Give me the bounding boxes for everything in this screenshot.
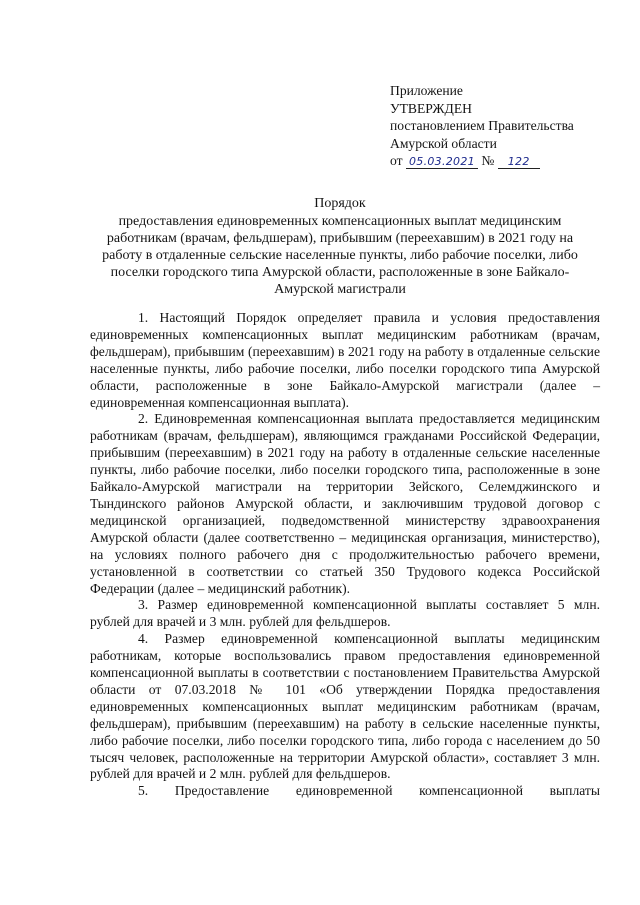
title-line: Амурской магистрали bbox=[274, 282, 406, 297]
number-prefix: № bbox=[481, 153, 495, 168]
title-line: работу в отдаленные сельские населенные пункты, либо рабочие поселки, либо bbox=[102, 248, 578, 263]
date-prefix: от bbox=[390, 153, 403, 168]
handwritten-date: 05.03.2021 bbox=[406, 155, 478, 169]
title-line: работникам (врачам, фельдшерам), прибывшим (переехавшим) в 2021 году на bbox=[106, 231, 574, 246]
document-body bbox=[90, 310, 600, 800]
title-heading: Порядок bbox=[314, 196, 366, 211]
approval-block bbox=[390, 82, 625, 170]
paragraph-5: 5. Предоставление единовременной компенсационной выплаты bbox=[138, 783, 600, 799]
date-number-line bbox=[390, 152, 625, 170]
approved-by-line1: постановлением Правительства bbox=[390, 118, 574, 133]
document-title bbox=[80, 195, 600, 298]
approved-label: УТВЕРЖДЕН bbox=[390, 100, 472, 116]
approved-by-line2: Амурской области bbox=[390, 135, 497, 151]
paragraph-2: 2. Единовременная компенсационная выплата предоставляется медицинским работникам (врачам, фельдшерам), являющимся гражданами Российской Федерации, прибывшим (переехавшим) в 2021 году на работу в отдаленные сельские населенные пункты, либо рабочие поселки, либо поселки городского типа, расположенные в зоне Байкало-Амурской магистрали на территории Зейского, Селемджинского и Тындинского районов Амурской области, и заключившим трудовой договор с медицинской организацией, подведомственной министерству здравоохранения Амурской области (далее соответственно – медицинская организация, министерство), на условиях полного рабочего дня с продолжительностью рабочего времени, установленной в соответствии со статьей 350 Трудового кодекса Российской Федерации (далее – медицинский работник). bbox=[90, 411, 600, 596]
paragraph-1: 1. Настоящий Порядок определяет правила и условия предоставления единовременных компенсационных выплат медицинским работникам (врачам, фельдшерам), прибывшим (переехавшим) в 2021 году на работу в отдаленные сельские населенные пункты, либо рабочие поселки, либо поселки городского типа Амурской области, расположенные в зоне Байкало-Амурской магистрали (далее – единовременная компенсационная выплата). bbox=[90, 310, 600, 410]
paragraph-4: 4. Размер единовременной компенсационной выплаты медицинским работникам, которые воспользовались правом предоставления единовременной компенсационной выплаты в соответствии с постановлением Правительства Амурской области от 07.03.2018 № 101 «Об утверждении Порядка предоставления единовременных компенсационных выплат медицинским работникам (врачам, фельдшерам), прибывшим (переехавшим) на работу в сельские населенные пункты, либо рабочие поселки, либо поселки городского типа, либо города с населением до 50 тысяч человек, расположенные на территории Амурской области», составляет 3 млн. рублей для врачей и 2 млн. рублей для фельдшеров. bbox=[90, 631, 600, 782]
attachment-label: Приложение bbox=[390, 83, 463, 98]
paragraph-3: 3. Размер единовременной компенсационной выплаты составляет 5 млн. рублей для врачей и 3 млн. рублей для фельдшеров. bbox=[90, 597, 600, 630]
title-line: предоставления единовременных компенсационных выплат медицинским bbox=[118, 214, 562, 229]
handwritten-number: 122 bbox=[498, 155, 540, 169]
title-line: поселки городского типа Амурской области, расположенные в зоне Байкало- bbox=[110, 265, 570, 280]
